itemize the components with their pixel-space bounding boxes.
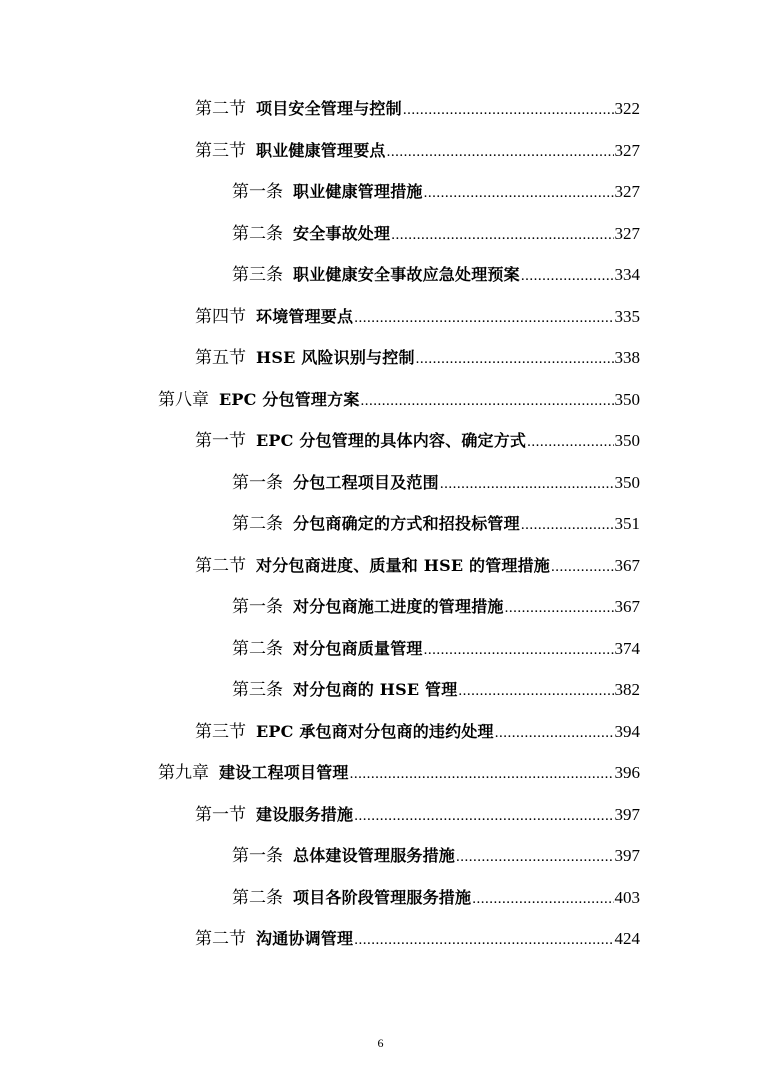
toc-entry[interactable] [195, 554, 640, 578]
toc-entry-prefix: 第二条 [232, 514, 283, 533]
toc-entry-title: 环境管理要点 [256, 307, 354, 326]
dot-leader [527, 430, 613, 454]
toc-entry-page: 335 [614, 307, 640, 326]
toc-entry-page: 351 [614, 514, 640, 533]
toc-chapter-entry[interactable] [158, 761, 640, 785]
toc-entry-page: 394 [614, 722, 640, 741]
dot-leader [387, 140, 614, 164]
toc-entry-title: 对分包商质量管理 [293, 639, 423, 658]
toc-entry[interactable] [195, 305, 640, 329]
toc-entry-prefix: 第三条 [232, 265, 283, 284]
toc-entry-title: 对分包商施工进度的管理措施 [293, 597, 504, 616]
toc-entry-page: 374 [614, 639, 640, 658]
toc-entry-title: 项目安全管理与控制 [256, 99, 402, 118]
toc-entry-page: 327 [614, 141, 640, 160]
toc-entry-prefix: 第二条 [232, 888, 283, 907]
toc-entry-page: 367 [614, 597, 640, 616]
dot-leader [456, 845, 613, 869]
dot-leader [403, 98, 614, 122]
toc-entry-prefix: 第一条 [232, 846, 283, 865]
toc-entry-title: 职业健康安全事故应急处理预案 [293, 265, 520, 284]
toc-entry-prefix: 第一条 [232, 597, 283, 616]
toc-entry[interactable] [232, 263, 640, 287]
toc-entry[interactable] [232, 180, 640, 204]
dot-leader [354, 804, 613, 828]
toc-entry-prefix: 第三节 [195, 141, 246, 160]
toc-chapter-entry[interactable] [158, 388, 640, 412]
toc-entry-page: 338 [614, 348, 640, 367]
page-number: 6 [377, 1036, 384, 1050]
toc-entry-title: HSE 风险识别与控制 [256, 348, 415, 367]
dot-leader [521, 513, 614, 537]
toc-entry-page: 396 [614, 763, 640, 782]
dot-leader [354, 928, 613, 952]
toc-entry-page: 397 [614, 805, 640, 824]
toc-entry[interactable] [232, 637, 640, 661]
dot-leader [350, 762, 614, 786]
dot-leader [521, 264, 614, 288]
dot-leader [495, 721, 614, 745]
toc-entry[interactable] [195, 927, 640, 951]
toc-entry-prefix: 第一条 [232, 182, 283, 201]
toc-entry-page: 350 [614, 431, 640, 450]
toc-entry-title: 分包工程项目及范围 [293, 473, 439, 492]
toc-entry-title: 总体建设管理服务措施 [293, 846, 456, 865]
toc-entry-prefix: 第三节 [195, 722, 246, 741]
toc-entry-prefix: 第二节 [195, 929, 246, 948]
toc-entry-prefix: 第二节 [195, 556, 246, 575]
toc-entry-title: EPC 分包管理方案 [219, 390, 360, 409]
dot-leader [424, 181, 614, 205]
dot-leader [505, 596, 614, 620]
toc-entry-page: 350 [614, 473, 640, 492]
toc-entry-prefix: 第四节 [195, 307, 246, 326]
toc-entry[interactable] [195, 139, 640, 163]
toc-entry-prefix: 第九章 [158, 763, 209, 782]
toc-entry-title: 安全事故处理 [293, 224, 391, 243]
toc-entry[interactable] [232, 222, 640, 246]
dot-leader [440, 472, 614, 496]
toc-entry-prefix: 第三条 [232, 680, 283, 699]
dot-leader [458, 679, 613, 703]
toc-entry[interactable] [195, 720, 640, 744]
toc-entry[interactable] [232, 471, 640, 495]
toc-entry[interactable] [232, 678, 640, 702]
toc-entry-page: 382 [614, 680, 640, 699]
toc-entry-prefix: 第一节 [195, 431, 246, 450]
toc-entry-prefix: 第二条 [232, 224, 283, 243]
toc-entry-title: 分包商确定的方式和招投标管理 [293, 514, 520, 533]
toc-entry-prefix: 第一条 [232, 473, 283, 492]
toc-entry-title: 对分包商的 HSE 管理 [293, 680, 458, 699]
toc-entry[interactable] [232, 595, 640, 619]
toc-entry-page: 322 [614, 99, 640, 118]
toc-entry-title: 对分包商进度、质量和 HSE 的管理措施 [256, 556, 551, 575]
toc-entry-title: 沟通协调管理 [256, 929, 354, 948]
toc-entry-prefix: 第八章 [158, 390, 209, 409]
dot-leader [391, 223, 613, 247]
toc-entry-title: 项目各阶段管理服务措施 [293, 888, 472, 907]
toc-entry-page: 367 [614, 556, 640, 575]
toc-entry-page: 334 [614, 265, 640, 284]
toc-entry[interactable] [232, 886, 640, 910]
toc-entry-title: EPC 分包管理的具体内容、确定方式 [256, 431, 527, 450]
toc-entry-prefix: 第五节 [195, 348, 246, 367]
toc-entry-page: 403 [614, 888, 640, 907]
dot-leader [472, 887, 613, 911]
toc-entry-page: 327 [614, 182, 640, 201]
toc-entry-title: 职业健康管理要点 [256, 141, 386, 160]
toc-entry-title: 建设服务措施 [256, 805, 354, 824]
toc-entry[interactable] [195, 97, 640, 121]
toc-entry[interactable] [195, 803, 640, 827]
dot-leader [551, 555, 613, 579]
toc-entry[interactable] [195, 346, 640, 370]
toc-entry[interactable] [232, 844, 640, 868]
dot-leader [361, 389, 614, 413]
toc-entry-prefix: 第二节 [195, 99, 246, 118]
toc-entry-page: 424 [614, 929, 640, 948]
dot-leader [354, 306, 613, 330]
toc-entry-page: 327 [614, 224, 640, 243]
toc-entry-title: 建设工程项目管理 [219, 763, 349, 782]
toc-entry-page: 397 [614, 846, 640, 865]
dot-leader [416, 347, 614, 371]
toc-entry[interactable] [195, 429, 640, 453]
toc-entry-title: EPC 承包商对分包商的违约处理 [256, 722, 494, 741]
toc-entry[interactable] [232, 512, 640, 536]
toc-entry-title: 职业健康管理措施 [293, 182, 423, 201]
toc-entry-prefix: 第一节 [195, 805, 246, 824]
toc-entry-prefix: 第二条 [232, 639, 283, 658]
dot-leader [424, 638, 614, 662]
toc-entry-page: 350 [614, 390, 640, 409]
